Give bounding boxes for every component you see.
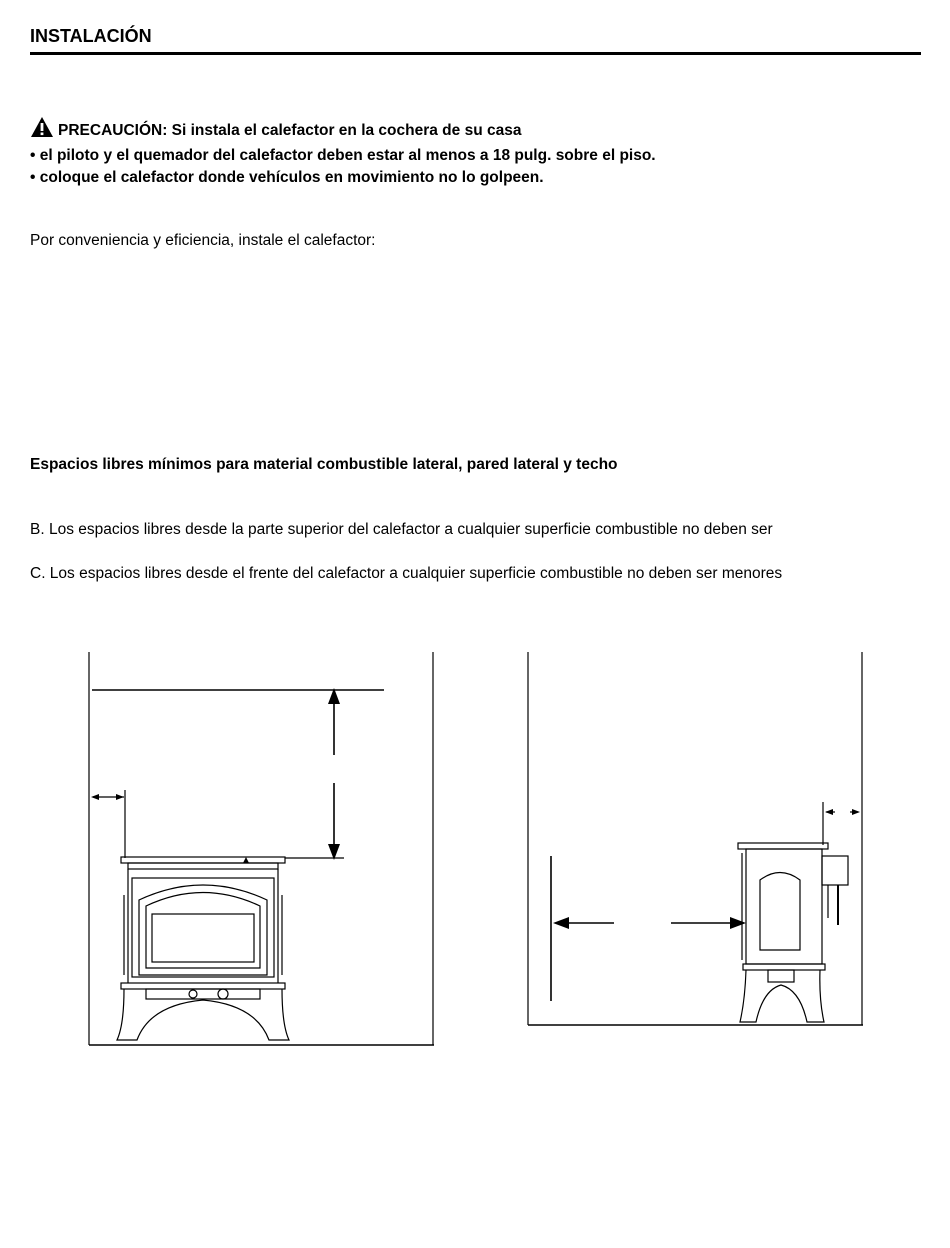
caution-bullet-vehicles: • coloque el calefactor donde vehículos en movimiento no lo golpeen. bbox=[30, 169, 544, 186]
clearance-item-c: C. Los espacios libres desde el frente del calefactor a cualquier superficie combustible no deben ser menores bbox=[30, 565, 783, 582]
section-title: INSTALACIÓN bbox=[30, 26, 152, 46]
caution-bullet-pilot: • el piloto y el quemador del calefactor deben estar al menos a 18 pulg. sobre el piso. bbox=[30, 147, 656, 164]
caution-heading: PRECAUCIÓN: Si instala el calefactor en la cochera de su casa bbox=[58, 122, 522, 139]
intro-text: Por conveniencia y eficiencia, instale el calefactor: bbox=[30, 232, 376, 249]
clearances-title: Espacios libres mínimos para material combustible lateral, pared lateral y techo bbox=[30, 456, 618, 473]
clearance-item-b: B. Los espacios libres desde la parte superior del calefactor a cualquier superficie combustible no deben ser bbox=[30, 521, 773, 538]
